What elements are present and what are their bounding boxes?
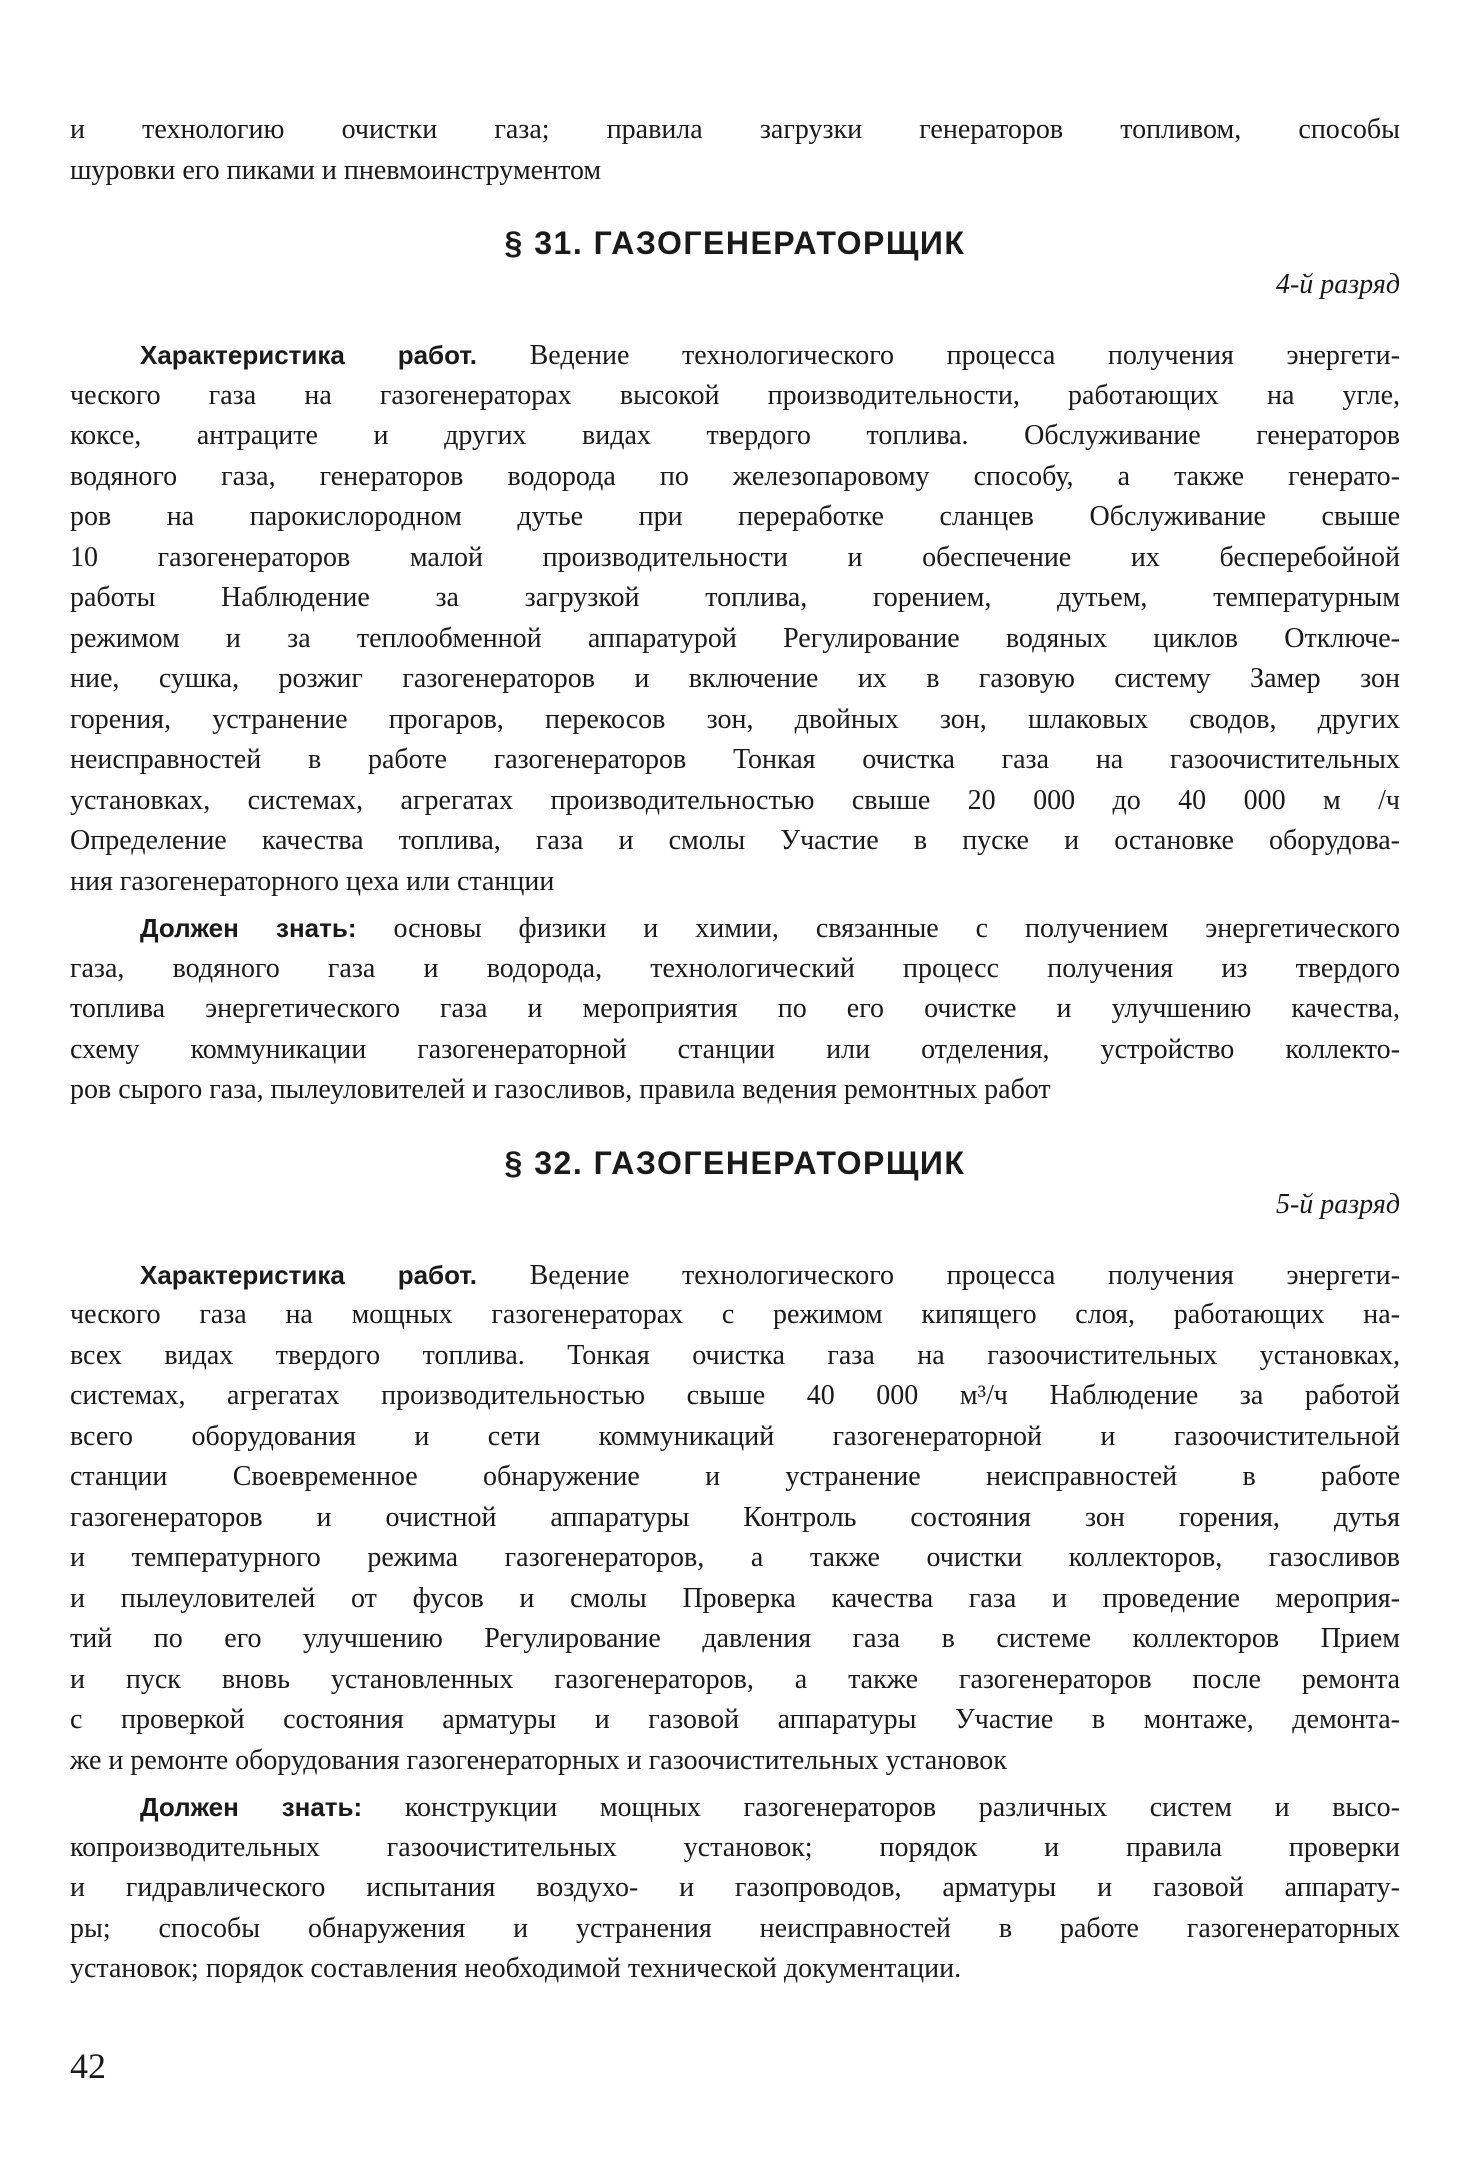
text-line: ры; способы обнаружения и устранения неисправностей в работе газогенераторных — [70, 1912, 1400, 1944]
text-line: неисправностей в работе газогенераторов Тонкая очистка газа на газоочистительных — [70, 744, 1400, 775]
paragraph-lead: Характеристика работ. — [140, 340, 478, 370]
text-line: топлива энергетического газа и мероприятия по его очистке и улучшению качества, — [70, 993, 1400, 1024]
text-line: водяного газа, генераторов водорода по железопаровому способу, а также генерато- — [70, 460, 1400, 492]
text-line: и гидравлического испытания воздухо- и газопроводов, арматуры и газовой аппарату- — [70, 1872, 1400, 1903]
text-line: ния газогенераторного цеха или станции — [70, 865, 555, 897]
text-line — [70, 335, 1400, 376]
intro-paragraph — [70, 110, 1400, 191]
section-31-grade: 4-й разряд — [1275, 269, 1400, 300]
text-line: же и ремонте оборудования газогенераторных и газоочистительных установок — [70, 1744, 1007, 1776]
text-line: и пуск вновь установленных газогенераторов, а также газогенераторов после ремонта — [70, 1663, 1400, 1695]
text-line: установок; порядок составления необходимой технической документации. — [70, 1953, 962, 1984]
text-line: ческого газа на газогенераторах высокой производительности, работающих на угле, — [70, 379, 1400, 411]
text-line: всех видах твердого топлива. Тонкая очистка газа на газоочистительных установках, — [70, 1339, 1400, 1371]
paragraph-lead: Характеристика работ. — [140, 1259, 478, 1290]
section-32-title: § 32. ГАЗОГЕНЕРАТОРЩИК — [504, 1144, 966, 1181]
text-line — [70, 1255, 1400, 1296]
section-32-knowledge — [70, 1787, 1400, 1990]
section-31-title: § 31. ГАЗОГЕНЕРАТОРЩИК — [504, 225, 966, 261]
text-line: Определение качества топлива, газа и смолы Участие в пуске и остановке оборудова- — [70, 825, 1400, 856]
paragraph-text: Ведение технологического процесса получения энергети- — [477, 340, 1400, 371]
paragraph-text: основы физики и химии, связанные с получением энергетического — [356, 913, 1400, 944]
text-line: ние, сушка, розжиг газогенераторов и включение их в газовую систему Замер зон — [70, 663, 1400, 694]
paragraph-text: конструкции мощных газогенераторов различных систем и высо- — [362, 1792, 1400, 1823]
paragraph-text: Ведение технологического процесса получения энергети- — [477, 1259, 1400, 1291]
paragraph-lead: Должен знать: — [140, 913, 357, 943]
text-line — [70, 1787, 1400, 1828]
section-32-grade: 5-й разряд — [1275, 1188, 1400, 1220]
section-32-work-description — [70, 1255, 1400, 1782]
text-line — [70, 908, 1400, 949]
text-line: и пылеуловителей от фусов и смолы Проверка качества газа и проведение мероприя- — [70, 1582, 1400, 1614]
text-line: копроизводительных газоочистительных установок; порядок и правила проверки — [70, 1831, 1400, 1863]
text-line: ческого газа на мощных газогенераторах с режимом кипящего слоя, работающих на- — [70, 1299, 1400, 1330]
text-line: и технологию очистки газа; правила загрузки генераторов топливом, способы — [70, 114, 1400, 145]
text-line: 10 газогенераторов малой производительности и обеспечение их бесперебойной — [70, 541, 1400, 573]
text-line: работы Наблюдение за загрузкой топлива, горением, дутьем, температурным — [70, 582, 1400, 613]
text-line: режимом и за теплообменной аппаратурой Регулирование водяных циклов Отключе- — [70, 622, 1400, 654]
text-line: станции Своевременное обнаружение и устранение неисправностей в работе — [70, 1461, 1400, 1492]
text-line: ров сырого газа, пылеуловителей и газосливов, правила ведения ремонтных работ — [70, 1074, 1051, 1105]
text-line: с проверкой состояния арматуры и газовой аппаратуры Участие в монтаже, демонта- — [70, 1704, 1400, 1735]
text-line: системах, агрегатах производительностью свыше 40 000 м³/ч Наблюдение за работой — [70, 1380, 1400, 1411]
page-number: 42 — [70, 2046, 106, 2086]
text-line: схему коммуникации газогенераторной станции или отделения, устройство коллекто- — [70, 1033, 1400, 1065]
text-line: шуровки его пиками и пневмоинструментом — [70, 154, 602, 186]
text-line: коксе, антраците и других видах твердого топлива. Обслуживание генераторов — [70, 420, 1400, 451]
section-31-knowledge — [70, 908, 1400, 1111]
text-line: и температурного режима газогенераторов, а также очистки коллекторов, газосливов — [70, 1542, 1400, 1573]
text-line: газогенераторов и очистной аппаратуры Контроль состояния зон горения, дутья — [70, 1501, 1400, 1533]
section-31-work-description — [70, 335, 1400, 902]
text-line: газа, водяного газа и водорода, технологический процесс получения из твердого — [70, 952, 1400, 984]
text-line: установках, системах, агрегатах производительностью свыше 20 000 до 40 000 м /ч — [70, 784, 1400, 816]
text-line: горения, устранение прогаров, перекосов зон, двойных зон, шлаковых сводов, других — [70, 703, 1400, 735]
paragraph-lead: Должен знать: — [140, 1792, 363, 1822]
text-line: ров на парокислородном дутье при переработке сланцев Обслуживание свыше — [70, 501, 1400, 532]
text-line: всего оборудования и сети коммуникаций газогенераторной и газоочистительной — [70, 1420, 1400, 1452]
text-line: тий по его улучшению Регулирование давления газа в системе коллекторов Прием — [70, 1623, 1400, 1654]
document-page — [70, 110, 1400, 1996]
